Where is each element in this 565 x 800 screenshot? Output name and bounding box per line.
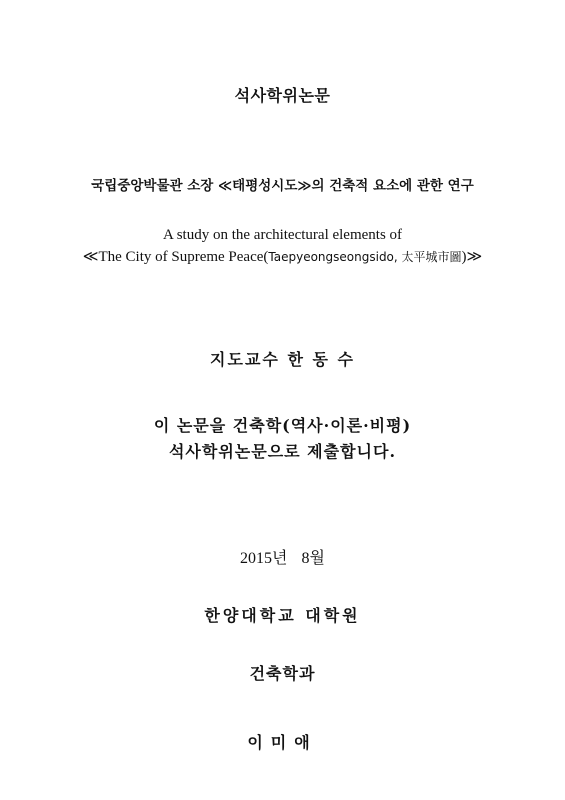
submission-statement-line1: 이 논문을 건축학(역사·이론·비평) [153, 416, 412, 435]
department-name: 건축학과 [249, 664, 316, 683]
date-year: 2015년 [240, 550, 288, 567]
university-name: 한양대학교 대학원 [204, 606, 361, 625]
title-english-line2-main: ≪The City of Supreme Peace( [82, 249, 269, 265]
submission-date [0, 549, 565, 568]
author-name: 이미애 [247, 733, 318, 752]
date-month: 8월 [301, 550, 325, 567]
title-english-line2-end: )≫ [461, 249, 483, 265]
title-english-line2-paren: Taepyeongseongsido, 太平城市圖 [268, 250, 462, 264]
degree-label: 석사학위논문 [234, 86, 331, 105]
title-english-line1: A study on the architectural elements of [162, 227, 403, 243]
title-korean: 국립중앙박물관 소장 ≪태평성시도≫의 건축적 요소에 관한 연구 [91, 178, 474, 194]
title-english-line2 [0, 248, 565, 266]
submission-statement-line2: 석사학위논문으로 제출합니다. [168, 442, 397, 461]
advisor-name: 지도교수 한 동 수 [210, 350, 355, 369]
